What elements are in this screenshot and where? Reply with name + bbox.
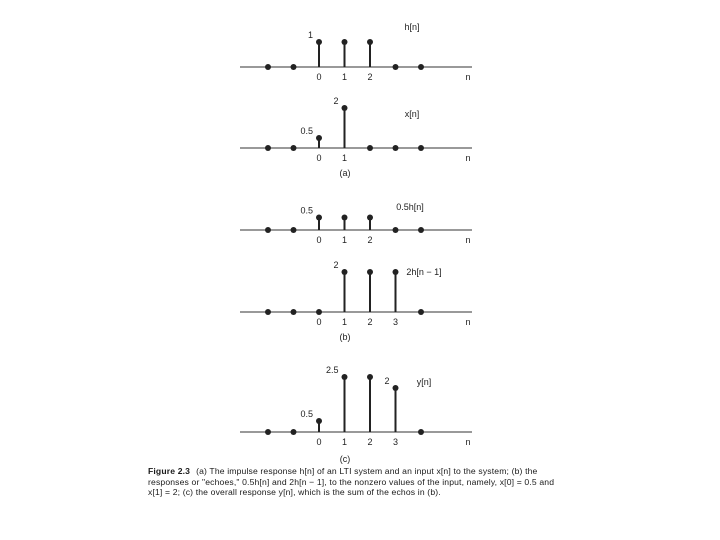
stem-point [316, 215, 322, 221]
stem-point [291, 64, 297, 70]
value-label: 2 [384, 376, 390, 386]
part-label: (b) [339, 332, 351, 342]
stem-plot-h [240, 22, 472, 82]
stem-point [393, 145, 399, 151]
stem-point [367, 39, 373, 45]
stem-point [342, 39, 348, 45]
tick-label: 0 [316, 72, 322, 82]
tick-label: 2 [367, 72, 373, 82]
tick-label: 1 [341, 317, 348, 327]
axis-label-n: n [465, 437, 471, 447]
stem-point [367, 215, 373, 221]
tick-label: 3 [392, 437, 399, 447]
value-label: 2 [333, 96, 339, 106]
stem-point [265, 64, 271, 70]
stem-point [342, 105, 348, 111]
stem-point [265, 145, 271, 151]
stem-point [342, 269, 348, 275]
stem-point [316, 309, 322, 315]
tick-label: 0 [316, 235, 322, 245]
value-label: 0.5 [300, 205, 313, 216]
figure-number: Figure 2.3 [148, 466, 191, 476]
stem-point [291, 429, 297, 435]
axis-label-n: n [465, 317, 471, 327]
axis-label-n: n [465, 153, 471, 163]
stem-point [418, 429, 424, 435]
part-label: (c) [339, 454, 351, 464]
figure-caption [148, 466, 568, 498]
stem-plot-x [240, 96, 472, 178]
stem-point [418, 64, 424, 70]
axis-label-n: n [465, 235, 471, 245]
value-label: 1 [307, 30, 313, 40]
stem-plot-half-h [240, 202, 472, 245]
stem-point [367, 374, 373, 380]
signal-label: y[n] [416, 377, 432, 387]
part-label: (a) [339, 168, 351, 178]
stem-point [265, 429, 271, 435]
stem-point [265, 227, 271, 233]
tick-label: 0 [316, 437, 322, 447]
value-label: 2 [333, 260, 339, 270]
stem-point [291, 145, 297, 151]
tick-label: 2 [367, 437, 373, 447]
caption-text: (a) The impulse response h[n] of an LTI system and an input x[n] to the system; (b) the responses or "echoes," 0.5h[n] and 2h[n − 1], to the nonzero values of the input, namely, x[0] = 0.5 and x[1] = 2; (c) the overall response y[n], which is the sum of the echos in (b). [148, 466, 555, 498]
tick-label: 0 [316, 153, 322, 163]
stem-point [418, 309, 424, 315]
stem-plot-y [240, 365, 472, 464]
signal-label: x[n] [404, 109, 420, 119]
tick-label: 1 [341, 72, 348, 82]
stem-point [393, 64, 399, 70]
tick-label: 1 [341, 437, 348, 447]
value-label: 0.5 [300, 409, 313, 419]
stem-point [367, 269, 373, 275]
tick-label: 0 [316, 317, 322, 327]
axis-label-n: n [465, 72, 471, 82]
stem-point [393, 385, 399, 391]
stem-point [316, 135, 322, 141]
stem-point [393, 269, 399, 275]
stem-point [342, 215, 348, 221]
signal-label: h[n] [404, 22, 420, 32]
stem-point [316, 418, 322, 424]
stem-point [367, 145, 373, 151]
tick-label: 2 [367, 235, 373, 245]
stem-point [291, 227, 297, 233]
tick-label: 3 [392, 317, 399, 327]
stem-plot-two-h-shift [240, 260, 472, 342]
stem-point [342, 374, 348, 380]
stem-point [418, 145, 424, 151]
signal-label: 2h[n − 1] [406, 267, 442, 277]
stem-point [316, 39, 322, 45]
value-label: 0.5 [300, 126, 313, 136]
stem-point [265, 309, 271, 315]
tick-label: 1 [341, 235, 348, 245]
signal-label: 0.5h[n] [396, 202, 424, 212]
tick-label: 2 [367, 317, 373, 327]
tick-label: 1 [341, 153, 348, 163]
value-label: 2.5 [325, 365, 339, 375]
stem-point [291, 309, 297, 315]
stem-point [418, 227, 424, 233]
stem-point [393, 227, 399, 233]
